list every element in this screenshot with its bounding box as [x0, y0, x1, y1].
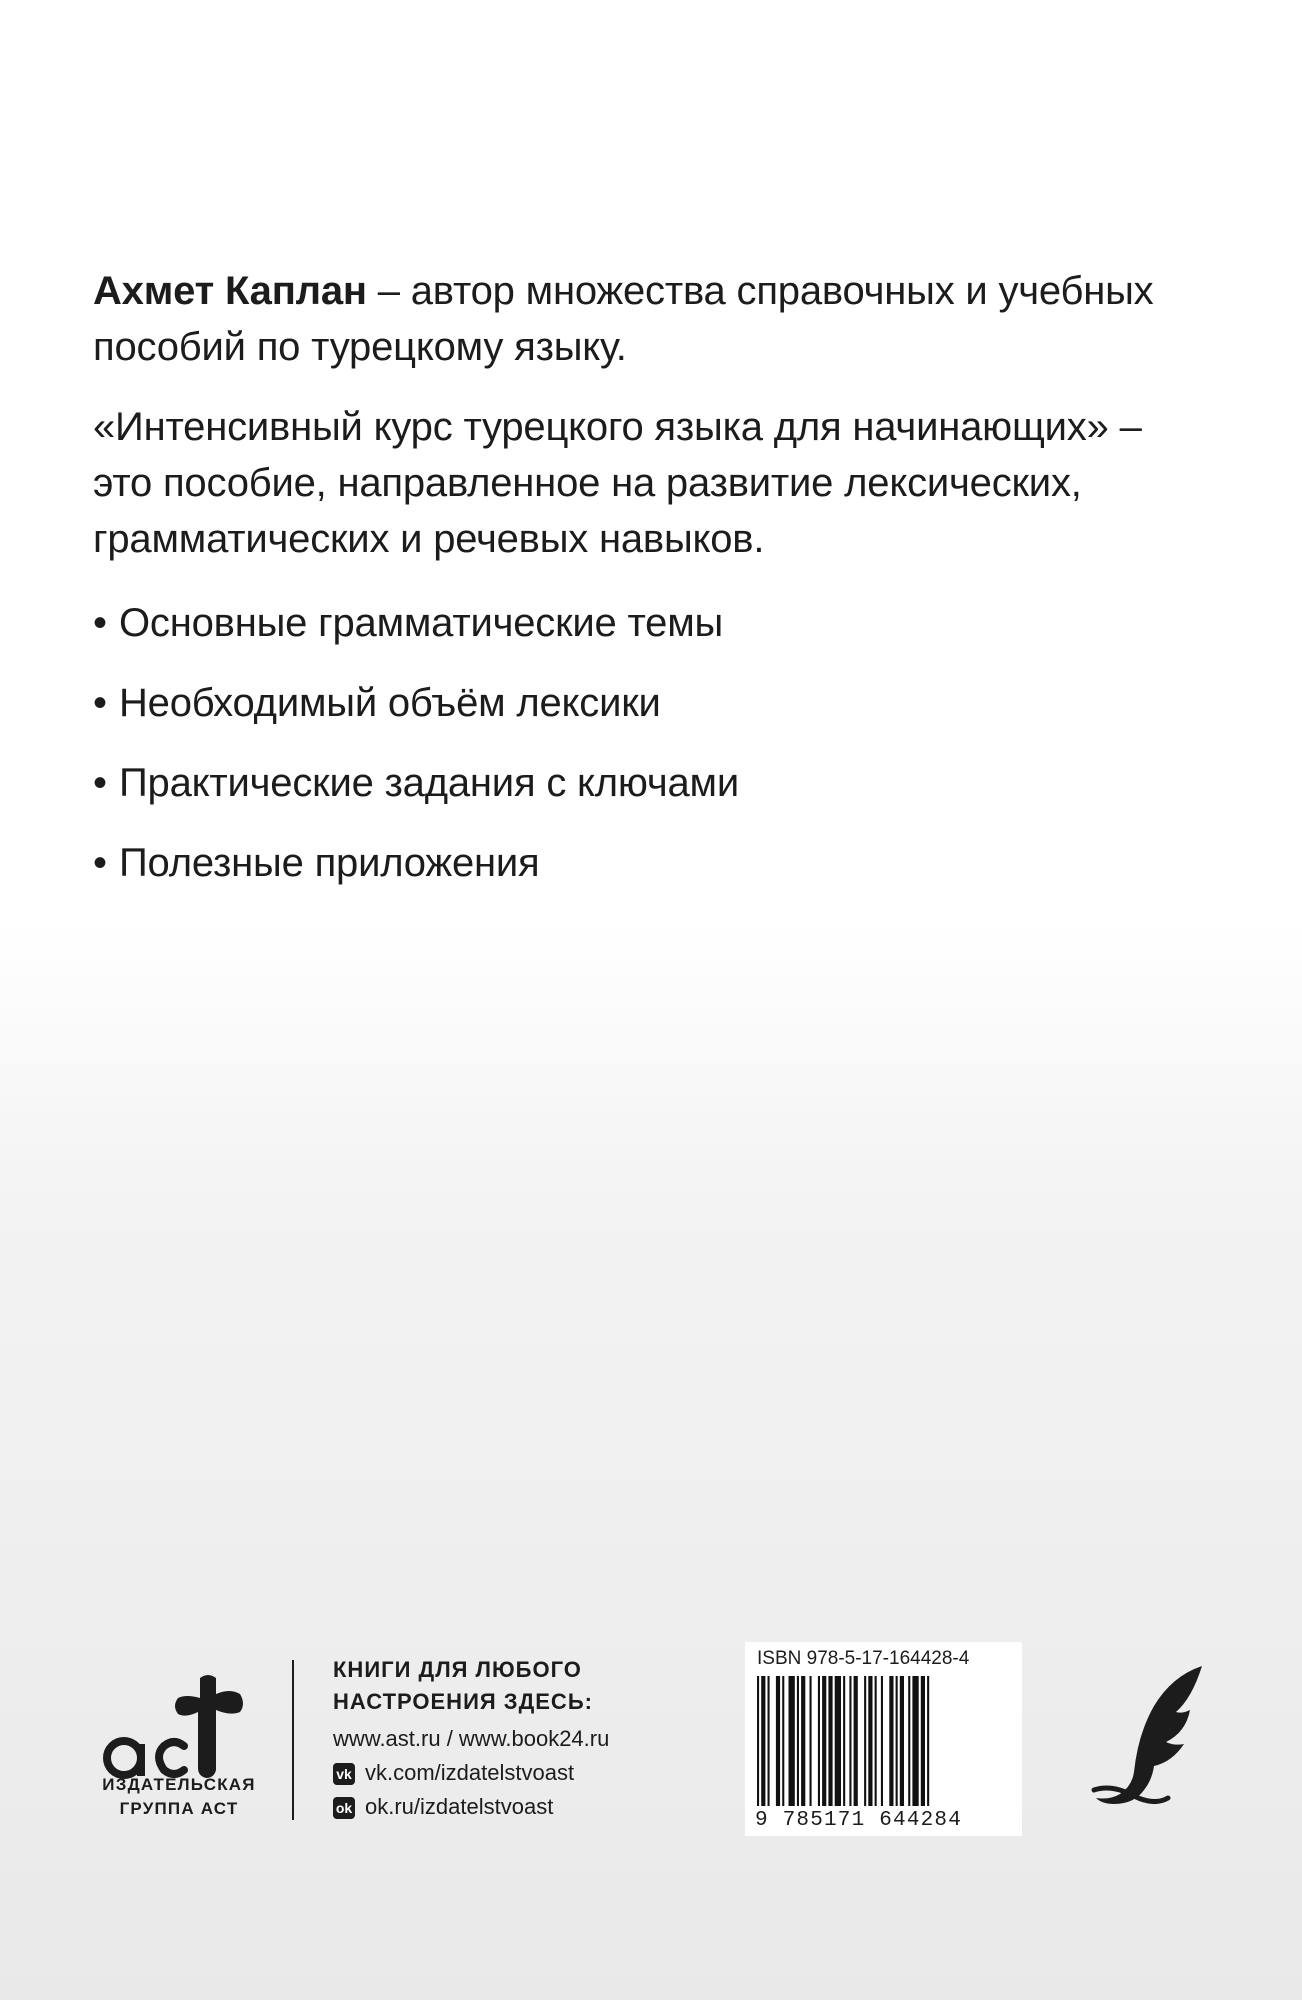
barcode-bar [908, 1676, 910, 1806]
barcode-bar [900, 1676, 904, 1806]
description-line1: «Интенсивный курс турецкого языка для начинающих» – [93, 405, 1142, 449]
tagline-line2: НАСТРОЕНИЯ ЗДЕСЬ: [333, 1689, 593, 1714]
barcode-bar [896, 1676, 898, 1806]
feature-item [93, 595, 1213, 651]
bullet: • [93, 681, 107, 725]
tagline-line1: КНИГИ ДЛЯ ЛЮБОГО [333, 1657, 582, 1682]
barcode-bar [912, 1676, 918, 1806]
vk-link [333, 1758, 574, 1788]
barcode-bar [889, 1676, 893, 1806]
feature-text: Необходимый объём лексики [119, 681, 661, 725]
vk-text: vk.com/izdatelstvoast [365, 1760, 575, 1785]
barcode-bar [864, 1676, 866, 1806]
back-cover-text [93, 263, 1213, 915]
barcode-bar [921, 1676, 925, 1806]
caption-line2: ГРУППА АСТ [119, 1799, 239, 1818]
barcode-bars [757, 1676, 1010, 1806]
barcode-bar [881, 1676, 883, 1806]
barcode-bar [810, 1676, 812, 1806]
bullet: • [93, 601, 107, 645]
author-desc-line1: – автор множества справочных и учебных [366, 269, 1154, 313]
barcode-bar [761, 1676, 765, 1806]
barcode [745, 1642, 1022, 1836]
barcode-bar [757, 1676, 759, 1806]
barcode-bar [835, 1676, 841, 1806]
barcode-bar [801, 1676, 805, 1806]
website-text: www.ast.ru / www.book24.ru [333, 1726, 610, 1751]
barcode-bar [797, 1676, 799, 1806]
feature-item [93, 835, 1213, 891]
barcode-bar [828, 1676, 832, 1806]
barcode-bar [875, 1676, 877, 1806]
caption-line1: ИЗДАТЕЛЬСКАЯ [102, 1775, 256, 1794]
feature-text: Основные грамматические темы [119, 601, 724, 645]
isbn-text: ISBN 978-5-17-164428-4 [757, 1648, 970, 1669]
barcode-bar [868, 1676, 872, 1806]
bullet: • [93, 841, 107, 885]
barcode-bar [849, 1676, 851, 1806]
feature-item [93, 675, 1213, 731]
feather-quill-icon [1090, 1662, 1220, 1812]
logo-caption [94, 1773, 264, 1821]
publisher-tagline [333, 1654, 593, 1718]
barcode-bar [854, 1676, 858, 1806]
website-links [333, 1724, 609, 1754]
description-line3: грамматических и речевых навыков. [93, 517, 765, 561]
description-paragraph [93, 399, 1213, 567]
barcode-bar [782, 1676, 784, 1806]
vk-icon: vk [333, 1763, 355, 1785]
footer-divider [292, 1660, 294, 1820]
barcode-digits: 9 785171 644284 [755, 1809, 963, 1832]
ok-text: ok.ru/izdatelstvoast [365, 1794, 554, 1819]
barcode-bar [768, 1676, 770, 1806]
bullet: • [93, 761, 107, 805]
author-paragraph [93, 263, 1213, 375]
publisher-footer [0, 1640, 1302, 1840]
feature-text: Полезные приложения [119, 841, 540, 885]
feature-text: Практические задания с ключами [119, 761, 739, 805]
barcode-bar [789, 1676, 795, 1806]
description-line2: это пособие, направленное на развитие лексических, [93, 461, 1082, 505]
ok-link [333, 1792, 553, 1822]
barcode-bar [927, 1676, 929, 1806]
feature-list [93, 595, 1213, 891]
odnoklassniki-icon: ok [333, 1797, 355, 1819]
barcode-bar [843, 1676, 845, 1806]
barcode-bar [822, 1676, 826, 1806]
barcode-bar [776, 1676, 780, 1806]
feature-item [93, 755, 1213, 811]
author-name: Ахмет Каплан [93, 269, 367, 313]
author-desc-line2: пособий по турецкому языку. [93, 325, 627, 369]
barcode-bar [818, 1676, 820, 1806]
